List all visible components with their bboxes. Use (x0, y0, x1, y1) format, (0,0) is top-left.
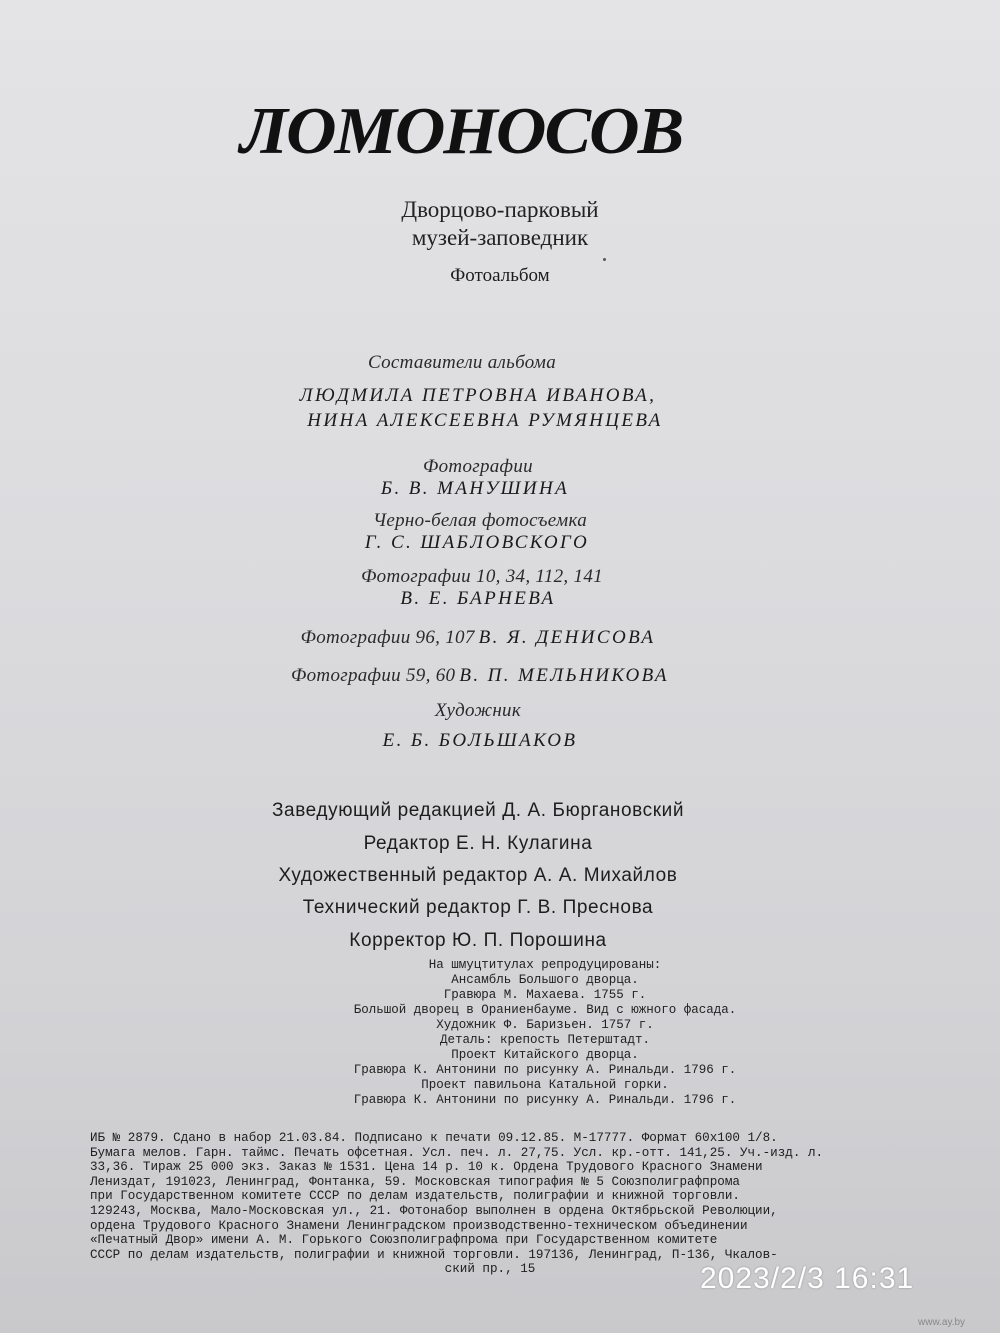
photos-author: Б. В. МАНУШИНА (380, 478, 570, 499)
photos2-label: Фотографии 10, 34, 112, 141 (361, 566, 603, 587)
watermark: www.ay.by (918, 1317, 966, 1328)
reproductions-line: Гравюра К. Антонини по рисунку А. Ринальди. 1796 г. (353, 1063, 737, 1077)
reproductions-line: Гравюра К. Антонини по рисунку А. Ринальди. 1796 г. (353, 1093, 737, 1107)
imprint-line: ский пр., 15 (444, 1262, 536, 1277)
subtitle-line-1: Дворцово-парковый (401, 197, 599, 222)
print-speck (603, 258, 606, 261)
staff-editor: Редактор Е. Н. Кулагина (363, 833, 593, 854)
imprint-line: 33,36. Тираж 25 000 экз. Заказ № 1531. Цена 14 р. 10 к. Ордена Трудового Красного Знамени (90, 1160, 763, 1175)
staff-editor-in-chief: Заведующий редакцией Д. А. Бюргановский (271, 800, 685, 821)
imprint-line: Бумага мелов. Гарн. таймс. Печать офсетная. Усл. печ. л. 27,75. Усл. кр.-отт. 141,25. Уч.-изд. л. (90, 1145, 824, 1160)
subtitle-line-2: музей-заповедник (411, 225, 589, 250)
photos2-author: В. Е. БАРНЕВА (400, 588, 556, 609)
book-title: ЛОМОНОСОВ (240, 94, 683, 169)
reproductions-line: Большой дворец в Ораниенбауме. Вид с южного фасада. (353, 1003, 737, 1017)
compiler-1: ЛЮДМИЛА ПЕТРОВНА ИВАНОВА, (299, 385, 657, 406)
reproductions-line: Гравюра М. Махаева. 1755 г. (443, 988, 647, 1002)
reproductions-line: Проект Китайского дворца. (451, 1048, 639, 1062)
compilers-label: Составители альбома (368, 352, 556, 373)
artist-name: Е. Б. БОЛЬШАКОВ (382, 730, 578, 751)
imprint-line: ордена Трудового Красного Знамени Ленинградском производственно-техническом объединении (90, 1218, 748, 1233)
photos4-label: Фотографии 59, 60 (291, 665, 456, 686)
photos3-line (0, 627, 978, 649)
imprint-line: ИБ № 2879. Сдано в набор 21.03.84. Подписано к печати 09.12.85. М-17777. Формат 60x100 1/8. (90, 1131, 778, 1145)
reproductions-line: Деталь: крепость Петерштадт. (439, 1033, 651, 1047)
artist-label: Художник (434, 700, 522, 721)
photos4-author: В. П. МЕЛЬНИКОВА (459, 665, 669, 686)
reproductions-line: Проект павильона Катальной горки. (421, 1078, 669, 1092)
reproductions-line: Ансамбль Большого дворца. (451, 973, 639, 987)
compiler-2: НИНА АЛЕКСЕЕВНА РУМЯНЦЕВА (307, 410, 663, 431)
staff-tech-editor: Технический редактор Г. В. Преснова (302, 897, 654, 918)
imprint-line: при Государственном комитете СССР по делам издательств, полиграфии и книжной торговли. (90, 1189, 740, 1204)
album-type: Фотоальбом (450, 265, 550, 286)
photos4-line (0, 665, 980, 687)
imprint-line: Лениздат, 191023, Ленинград, Фонтанка, 59. Московская типография № 5 Союзполиграфпрома (90, 1174, 740, 1189)
photos-label: Фотографии (423, 456, 533, 477)
reproductions-line: Художник Ф. Баризьен. 1757 г. (436, 1018, 654, 1032)
imprint-line: СССР по делам издательств, полиграфии и книжной торговли. 197136, Ленинград, П-136, Чкалов- (90, 1247, 778, 1262)
imprint-line: 129243, Москва, Мало-Московская ул., 21. Фотонабор выполнен в ордена Октябрьской Революции, (90, 1203, 778, 1218)
staff-proofreader: Корректор Ю. П. Порошина (349, 930, 607, 951)
bw-photos-label: Черно-белая фотосъемка (373, 510, 587, 531)
staff-art-editor: Художественный редактор А. А. Михайлов (278, 865, 678, 886)
imprint-block (90, 1131, 890, 1277)
photos3-label: Фотографии 96, 107 (300, 627, 475, 648)
reproductions-line: На шмуцтитулах репродуцированы: (428, 958, 662, 972)
photo-timestamp: 2023/2/3 16:31 (700, 1262, 915, 1295)
imprint-line: «Печатный Двор» имени А. М. Горького Союзполиграфпрома при Государственном комитете (90, 1233, 718, 1248)
photos3-author: В. Я. ДЕНИСОВА (478, 627, 656, 648)
bw-photos-author: Г. С. ШАБЛОВСКОГО (364, 532, 590, 553)
